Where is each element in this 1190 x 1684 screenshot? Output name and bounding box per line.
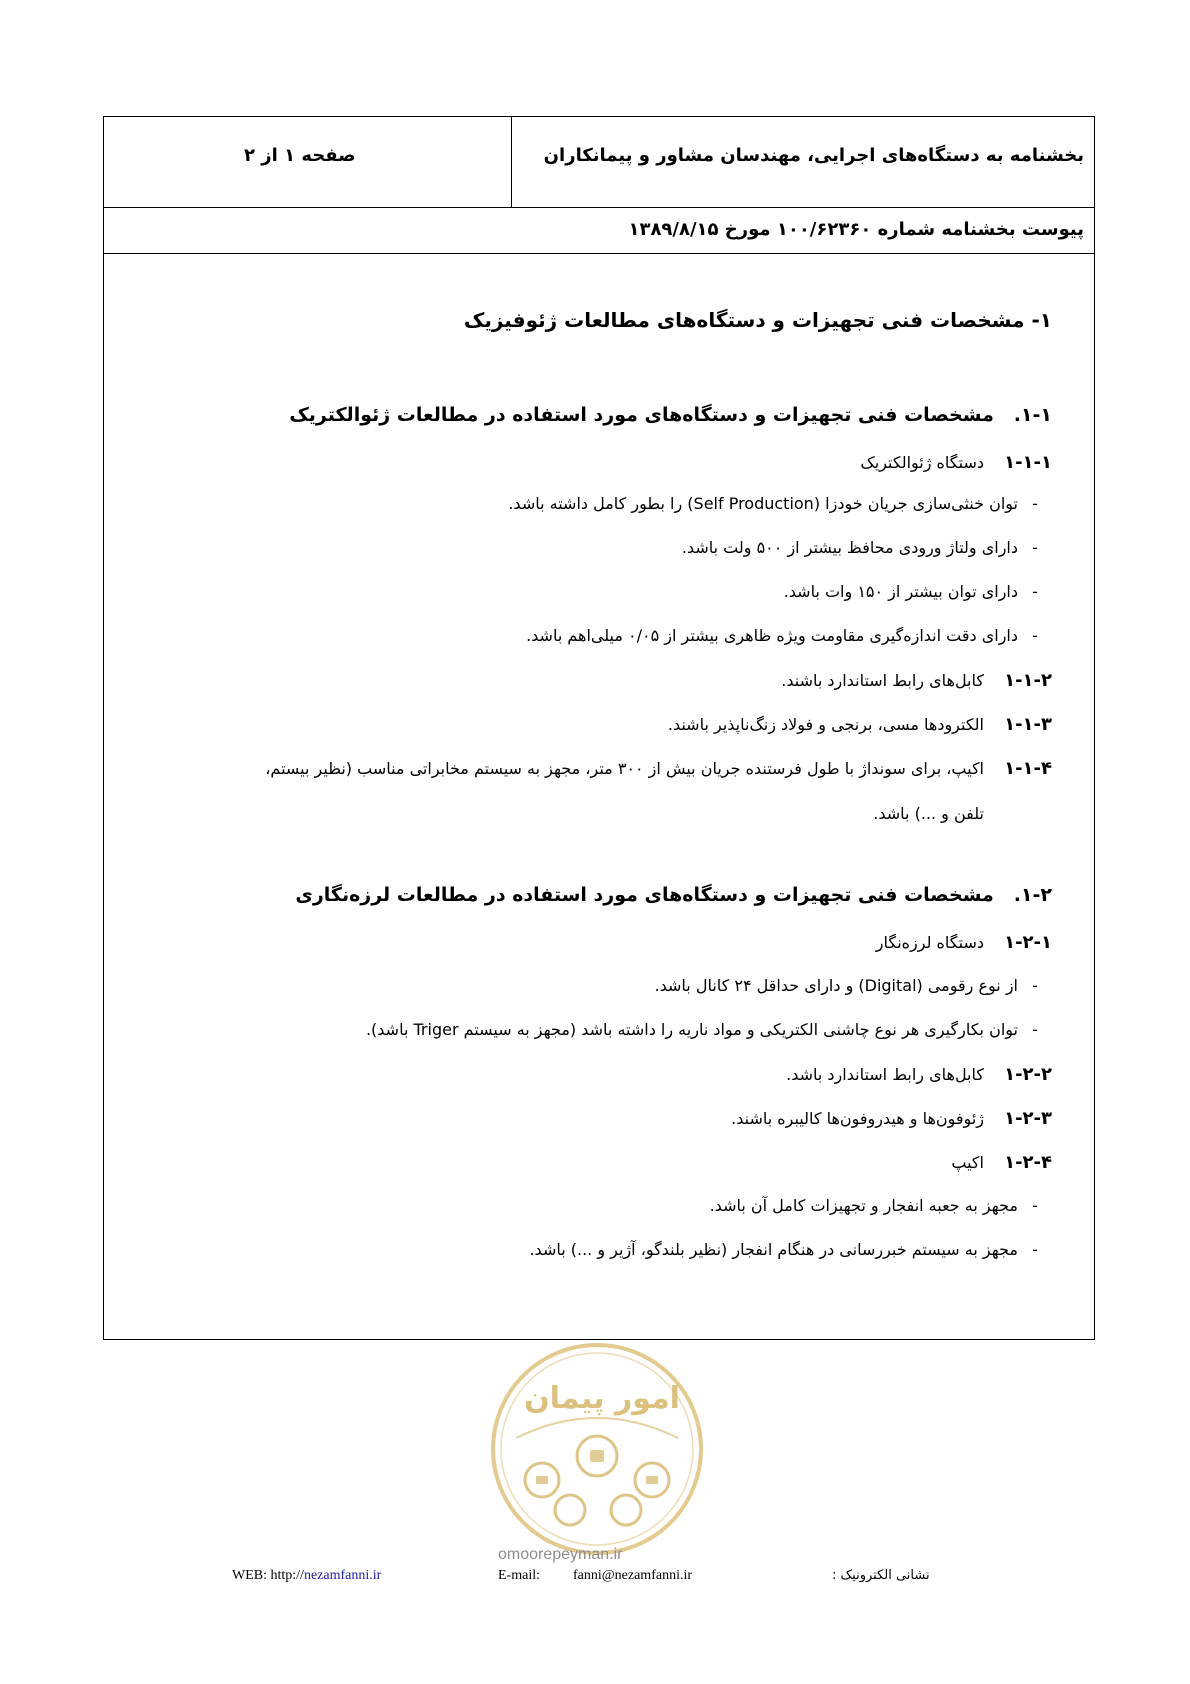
footer-email[interactable]: fanni@nezamfanni.ir xyxy=(573,1568,693,1583)
item-number: ۱-۲-۲ xyxy=(1004,1064,1052,1085)
item-continuation: تلفن و ...) باشد. xyxy=(873,804,984,823)
footer-web xyxy=(232,1568,381,1584)
list-item-text: مجهز به سیستم خبررسانی در هنگام انفجار (نظیر بلندگو، آژیر و ...) باشد. xyxy=(529,1240,1018,1259)
item-text: دستگاه لرزه‌نگار xyxy=(875,933,984,952)
list-item-text: توان خنثی‌سازی جریان خودزا (Self Production) را بطور کامل داشته باشد. xyxy=(508,494,1018,513)
item-number: ۱-۲-۴ xyxy=(1004,1152,1052,1173)
subsection-number: ۱-۱. xyxy=(1013,404,1052,426)
subsection-title xyxy=(289,404,1052,426)
item-text: کابل‌های رابط استاندارد باشند. xyxy=(781,671,984,690)
subsection-heading: مشخصات فنی تجهیزات و دستگاه‌های مورد استفاده در مطالعات ژئوالکتریک xyxy=(289,404,994,426)
dash-bullet: - xyxy=(1032,538,1038,557)
item-text: الکترودها مسی، برنجی و فولاد زنگ‌ناپذیر باشند. xyxy=(667,715,984,734)
item-row xyxy=(668,714,1052,735)
item-row xyxy=(860,452,1052,473)
item-row xyxy=(786,1064,1052,1085)
dash-bullet: - xyxy=(1032,494,1038,513)
item-row xyxy=(951,1152,1052,1173)
item-number: ۱-۲-۱ xyxy=(1004,932,1052,953)
dash-bullet: - xyxy=(1032,976,1038,995)
item-number: ۱-۱-۳ xyxy=(1004,714,1052,735)
item-text: اکیپ xyxy=(951,1153,984,1172)
footer-email-fa: نشانی الکترونیک : xyxy=(832,1568,930,1583)
list-item xyxy=(526,626,1052,645)
header-title-cell xyxy=(511,117,1094,207)
footer-email-label: E-mail: xyxy=(498,1568,540,1583)
list-item xyxy=(784,582,1052,601)
list-item-text: دارای ولتاژ ورودی محافظ بیشتر از ۵۰۰ ولت باشد. xyxy=(681,538,1018,557)
list-item xyxy=(655,976,1052,995)
item-number: ۱-۲-۳ xyxy=(1004,1108,1052,1129)
dash-bullet: - xyxy=(1032,1020,1038,1039)
page-indicator: صفحه ۱ از ۲ xyxy=(244,145,356,166)
omoorepeyman-logo xyxy=(486,1338,708,1560)
list-item-text: توان بکارگیری هر نوع چاشنی الکتریکی و مواد ناریه را داشته باشد (مجهز به سیستم Triger باشد). xyxy=(365,1020,1018,1039)
logo-text: امور پیمان xyxy=(524,1381,680,1416)
dash-bullet: - xyxy=(1032,582,1038,601)
item-number: ۱-۱-۱ xyxy=(1004,452,1052,473)
header-title: بخشنامه به دستگاه‌های اجرایی، مهندسان مشاور و پیمانکاران xyxy=(543,145,1084,166)
section-title: ۱- مشخصات فنی تجهیزات و دستگاه‌های مطالعات ژئوفیزیک xyxy=(463,308,1052,332)
item-text: ژئوفون‌ها و هیدروفون‌ها کالیبره باشند. xyxy=(731,1109,984,1128)
header-row xyxy=(104,117,1094,208)
list-item-text: از نوع رقومی (Digital) و دارای حداقل ۲۴ کانال باشد. xyxy=(654,976,1018,995)
item-row xyxy=(265,758,1052,779)
watermark-url: omoorepeyman.ir xyxy=(498,1546,623,1563)
reference-row xyxy=(104,207,1094,254)
item-row xyxy=(781,670,1052,691)
list-item xyxy=(529,1240,1052,1259)
list-item xyxy=(508,494,1052,513)
web-link[interactable]: nezamfanni.ir xyxy=(303,1568,382,1583)
list-item xyxy=(682,538,1052,557)
list-item-text: دارای دقت اندازه‌گیری مقاومت ویژه ظاهری بیشتر از ۰/۰۵ میلی‌اهم باشد. xyxy=(526,626,1018,645)
item-number: ۱-۱-۴ xyxy=(1004,758,1052,779)
item-row xyxy=(731,1108,1052,1129)
subsection-title xyxy=(295,884,1052,906)
list-item xyxy=(710,1196,1052,1215)
item-text: کابل‌های رابط استاندارد باشد. xyxy=(786,1065,984,1084)
list-item-text: مجهز به جعبه انفجار و تجهیزات کامل آن باشد. xyxy=(709,1196,1018,1215)
item-text: اکیپ، برای سونداژ با طول فرستنده جریان بیش از ۳۰۰ متر، مجهز به سیستم مخابراتی مناسب (نظیر بیستم، xyxy=(265,759,984,778)
item-number: ۱-۱-۲ xyxy=(1004,670,1052,691)
dash-bullet: - xyxy=(1032,626,1038,645)
list-item xyxy=(366,1020,1052,1039)
dash-bullet: - xyxy=(1032,1240,1038,1259)
subsection-heading: مشخصات فنی تجهیزات و دستگاه‌های مورد استفاده در مطالعات لرزه‌نگاری xyxy=(295,884,994,906)
list-item-text: دارای توان بیشتر از ۱۵۰ وات باشد. xyxy=(783,582,1018,601)
circular-reference: پیوست بخشنامه شماره ۱۰۰/۶۲۳۶۰ مورخ ۱۳۸۹/۸/۱۵ xyxy=(628,219,1084,240)
web-label: WEB: http:// xyxy=(232,1568,304,1583)
item-row xyxy=(876,932,1052,953)
item-text: دستگاه ژئوالکتریک xyxy=(860,453,984,472)
subsection-number: ۱-۲. xyxy=(1013,884,1052,906)
dash-bullet: - xyxy=(1032,1196,1038,1215)
